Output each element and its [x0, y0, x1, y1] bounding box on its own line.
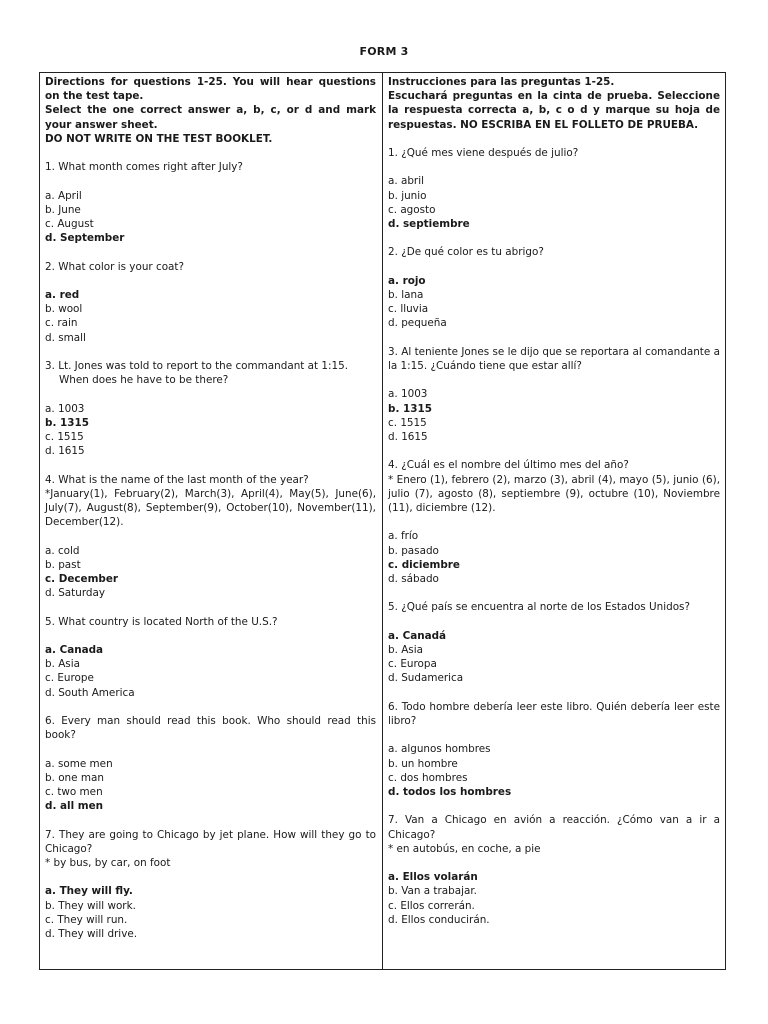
- answer-option: a. algunos hombres: [388, 743, 491, 756]
- correct-answer-option: a. Canadá: [388, 629, 447, 642]
- correct-answer-option: d. September: [45, 232, 125, 245]
- correct-answer-option: d. all men: [45, 800, 104, 813]
- answer-option: c. agosto: [388, 203, 436, 216]
- answer-option: c. August: [45, 218, 94, 230]
- answer-option: c. They will run.: [45, 913, 128, 926]
- answer-option: c. two men: [45, 785, 103, 798]
- correct-answer-option: a. Canada: [45, 643, 104, 656]
- answer-option: b. un hombre: [388, 757, 458, 770]
- answer-option: b. one man: [45, 771, 104, 784]
- answer-option: b. Asia: [388, 643, 423, 656]
- question-text: *January(1), February(2), March(3), April(4), May(5), June(6), July(7), August(8), September(9), October(10), November(11), December(12).: [45, 487, 376, 529]
- question-text: 1. What month comes right after July?: [45, 161, 243, 174]
- spanish-answer-options: [388, 742, 720, 799]
- question-text: 5. ¿Qué país se encuentra al norte de los Estados Unidos?: [388, 601, 690, 614]
- english-directions-line: DO NOT WRITE ON THE TEST BOOKLET.: [45, 132, 273, 145]
- answer-option: d. They will drive.: [45, 927, 138, 940]
- english-directions-line: Directions for questions 1-25. You will hear questions on the test tape.: [45, 76, 376, 103]
- correct-answer-option: d. septiembre: [388, 218, 470, 230]
- english-question-7: [45, 828, 376, 871]
- english-question-5: [45, 615, 376, 629]
- question-text: * en autobús, en coche, a pie: [388, 842, 541, 855]
- correct-answer-option: a. Ellos volarán: [388, 871, 478, 884]
- question-text: 3. Al teniente Jones se le dijo que se reportara al comandante a la 1:15. ¿Cuándo tiene que estar allí?: [388, 345, 720, 372]
- answer-option: b. past: [45, 558, 81, 571]
- answer-option: a. 1003: [388, 388, 428, 401]
- question-text: 7. Van a Chicago en avión a reacción. ¿Cómo van a ir a Chicago?: [388, 814, 720, 841]
- english-column: [45, 75, 376, 941]
- correct-answer-option: d. todos los hombres: [388, 785, 512, 798]
- spanish-question-2: [388, 245, 720, 259]
- english-question-1: [45, 160, 376, 174]
- english-question-4: [45, 473, 376, 530]
- english-answer-options: [45, 288, 376, 345]
- answer-option: a. 1003: [45, 402, 85, 415]
- question-text: 2. ¿De qué color es tu abrigo?: [388, 246, 544, 259]
- spanish-question-4: [388, 458, 720, 515]
- answer-option: c. Ellos correrán.: [388, 899, 475, 912]
- answer-option: a. April: [45, 189, 82, 202]
- question-text: 1. ¿Qué mes viene después de julio?: [388, 147, 579, 159]
- question-text: 6. Todo hombre debería leer este libro. Quién debería leer este libro?: [388, 700, 720, 727]
- english-question-3: [45, 359, 376, 387]
- correct-answer-option: c. diciembre: [388, 558, 460, 571]
- spanish-answer-options: [388, 529, 720, 586]
- correct-answer-option: b. 1315: [45, 416, 89, 429]
- question-text: 2. What color is your coat?: [45, 260, 185, 273]
- spanish-answer-options: [388, 274, 720, 331]
- column-divider: [382, 73, 383, 969]
- spanish-answer-options: [388, 629, 720, 686]
- spanish-directions-line: Escuchará preguntas en la cinta de prueba. Seleccione la respuesta correcta a, b, c o d y marque su hoja de respuestas. NO ESCRIBA EN EL FOLLETO DE PRUEBA.: [388, 90, 720, 131]
- answer-option: d. pequeña: [388, 317, 447, 330]
- answer-option: d. 1615: [388, 430, 428, 443]
- english-question-2: [45, 260, 376, 274]
- answer-option: d. Sudamerica: [388, 672, 464, 685]
- spanish-question-1: [388, 146, 720, 160]
- question-text: When does he have to be there?: [59, 374, 229, 387]
- question-text: 7. They are going to Chicago by jet plane. How will they go to Chicago?: [45, 828, 376, 855]
- spanish-question-5: [388, 600, 720, 614]
- english-answer-options: [45, 884, 376, 941]
- answer-option: b. June: [45, 203, 81, 216]
- spanish-question-6: [388, 700, 720, 728]
- form-title: FORM 3: [359, 45, 409, 58]
- english-answer-options: [45, 643, 376, 700]
- correct-answer-option: a. rojo: [388, 274, 426, 287]
- spanish-answer-options: [388, 870, 720, 927]
- answer-option: b. wool: [45, 303, 83, 316]
- answer-option: c. dos hombres: [388, 771, 468, 784]
- answer-option: c. Europe: [45, 672, 94, 685]
- answer-option: d. Saturday: [45, 587, 106, 600]
- bilingual-question-table: [39, 72, 726, 970]
- english-answer-options: [45, 757, 376, 814]
- answer-option: b. lana: [388, 288, 424, 301]
- question-text: 6. Every man should read this book. Who should read this book?: [45, 714, 376, 742]
- answer-option: b. Asia: [45, 658, 80, 671]
- english-answer-options: [45, 402, 376, 459]
- answer-option: d. small: [45, 331, 86, 344]
- spanish-directions-line: Instrucciones para las preguntas 1-25.: [388, 76, 615, 88]
- correct-answer-option: a. red: [45, 288, 80, 301]
- question-text: 4. What is the name of the last month of the year?: [45, 473, 309, 486]
- question-text: * by bus, by car, on foot: [45, 856, 171, 869]
- correct-answer-option: b. 1315: [388, 402, 432, 415]
- question-text: 4. ¿Cuál es el nombre del último mes del año?: [388, 459, 629, 472]
- answer-option: a. frío: [388, 530, 419, 543]
- answer-option: b. They will work.: [45, 899, 136, 912]
- answer-option: c. 1515: [45, 430, 84, 443]
- spanish-answer-options: [388, 174, 720, 231]
- english-question-6: [45, 714, 376, 742]
- answer-option: b. pasado: [388, 544, 439, 557]
- spanish-answer-options: [388, 387, 720, 444]
- answer-option: c. lluvia: [388, 303, 429, 316]
- answer-option: a. some men: [45, 757, 113, 770]
- answer-option: b. Van a trabajar.: [388, 885, 477, 898]
- english-answer-options: [45, 544, 376, 601]
- answer-option: d. South America: [45, 686, 135, 699]
- correct-answer-option: a. They will fly.: [45, 885, 133, 898]
- answer-option: c. rain: [45, 317, 78, 330]
- answer-option: d. Ellos conducirán.: [388, 913, 490, 926]
- answer-option: b. junio: [388, 189, 427, 202]
- answer-option: d. sábado: [388, 572, 439, 585]
- answer-option: d. 1615: [45, 445, 85, 458]
- english-directions: [45, 75, 376, 146]
- question-text: 3. Lt. Jones was told to report to the commandant at 1:15.: [45, 359, 349, 372]
- answer-option: a. abril: [388, 175, 424, 188]
- spanish-question-7: [388, 813, 720, 856]
- spanish-column: [388, 75, 720, 927]
- correct-answer-option: c. December: [45, 572, 119, 585]
- answer-option: c. Europa: [388, 658, 437, 671]
- spanish-question-3: [388, 345, 720, 373]
- question-text: 5. What country is located North of the U.S.?: [45, 615, 278, 628]
- answer-option: c. 1515: [388, 416, 427, 429]
- question-text: * Enero (1), febrero (2), marzo (3), abril (4), mayo (5), junio (6), julio (7), agosto (8), septiembre (9), octubre (10), Noviembre (11), diciembre (12).: [388, 473, 720, 514]
- answer-option: a. cold: [45, 544, 80, 557]
- english-answer-options: [45, 189, 376, 246]
- english-directions-line: Select the one correct answer a, b, c, or d and mark your answer sheet.: [45, 104, 376, 131]
- spanish-directions: [388, 75, 720, 132]
